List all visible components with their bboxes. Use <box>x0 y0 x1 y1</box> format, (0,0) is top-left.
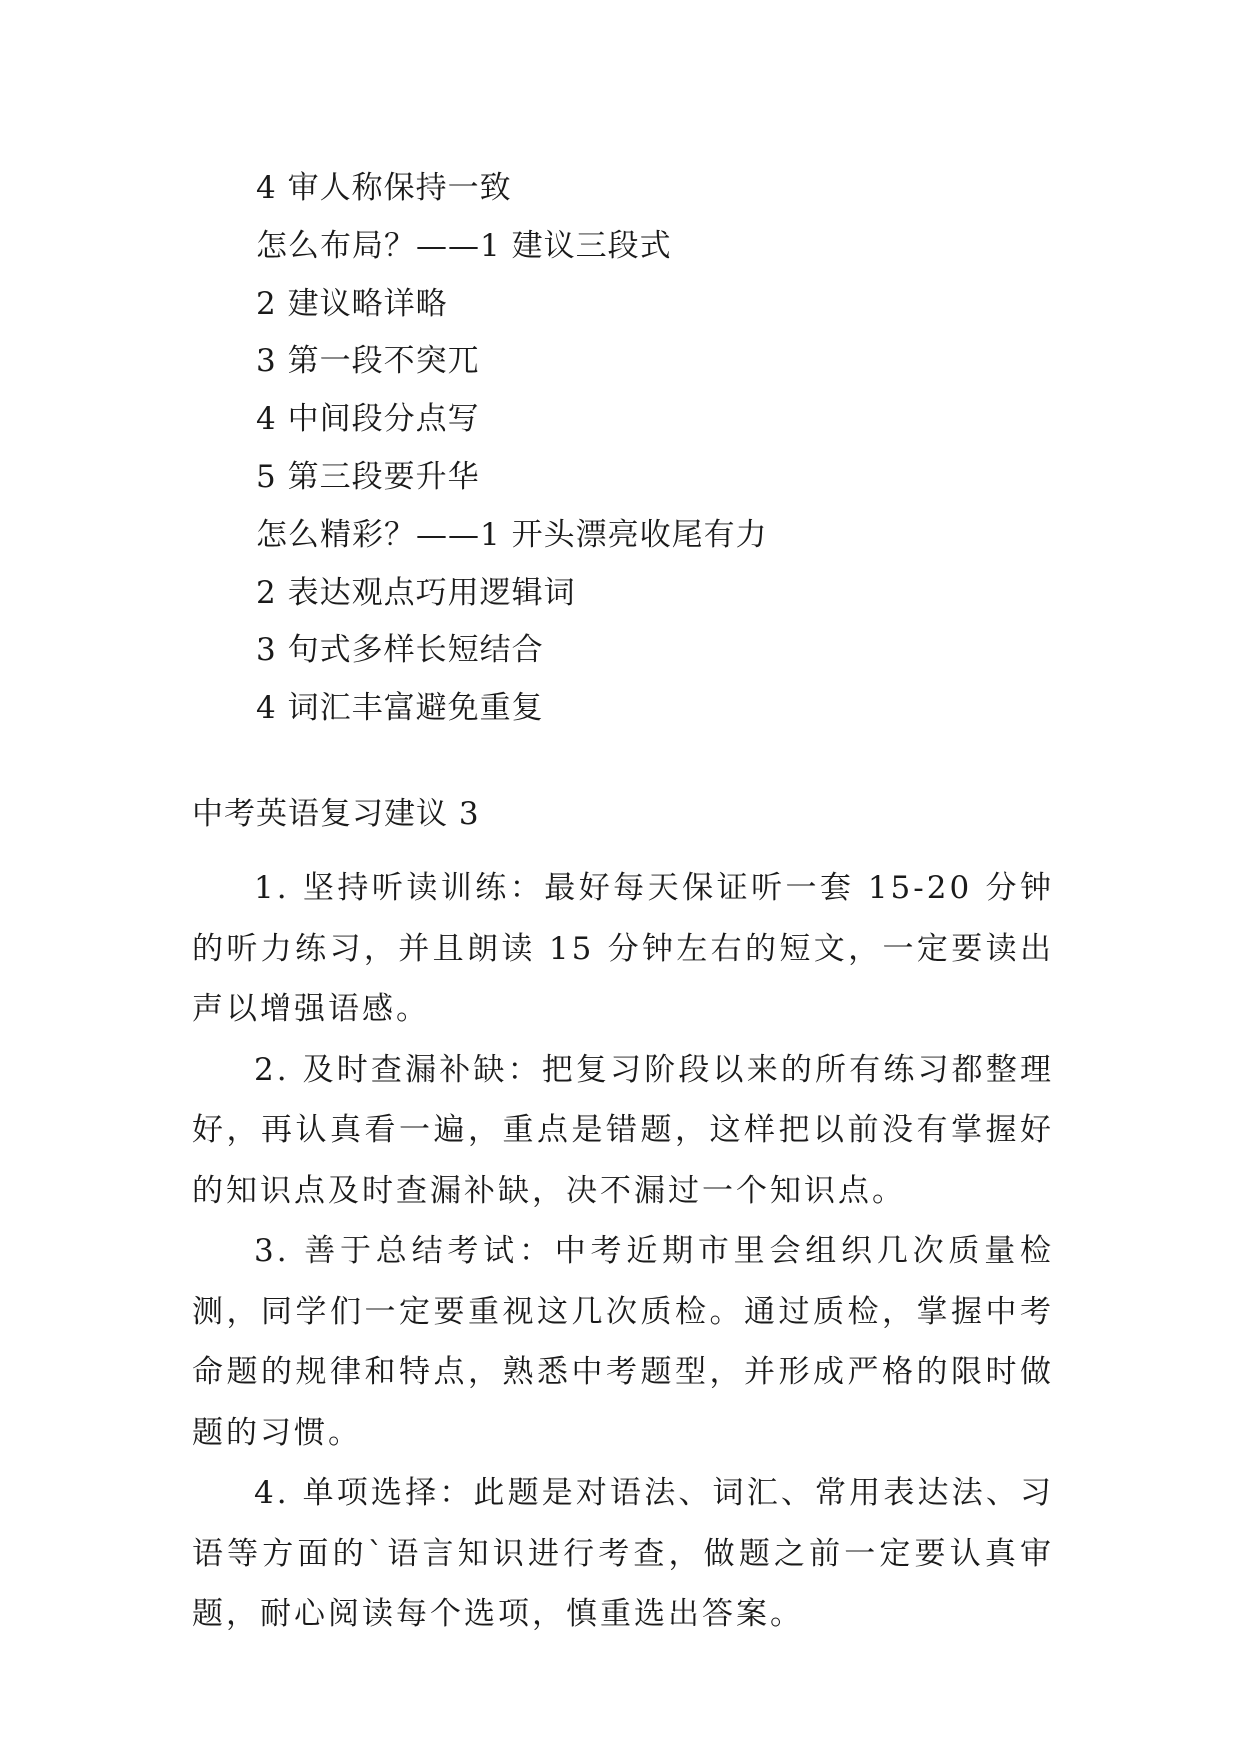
list-line: 2 建议略详略 <box>256 285 448 322</box>
section-title: 中考英语复习建议 3 <box>192 796 480 832</box>
list-line: 4 词汇丰富避免重复 <box>256 690 544 727</box>
list-line: 2 表达观点巧用逻辑词 <box>256 574 576 611</box>
paragraph: 3. 善于总结考试：中考近期市里会组织几次质量检测，同学们一定要重视这几次质检。通过质检，掌握中考命题的规律和特点，熟悉中考题型，并形成严格的限时做题的习惯。 <box>192 1233 1054 1451</box>
paragraph: 2. 及时查漏补缺：把复习阶段以来的所有练习都整理好，再认真看一遍，重点是错题，这样把以前没有掌握好的知识点及时查漏补缺，决不漏过一个知识点。 <box>192 1051 1054 1209</box>
list-line: 5 第三段要升华 <box>256 458 480 495</box>
list-line: 4 中间段分点写 <box>256 401 480 438</box>
list-line: 怎么布局？——1 建议三段式 <box>256 227 672 264</box>
list-line: 3 第一段不突兀 <box>256 343 480 380</box>
paragraph: 4. 单项选择：此题是对语法、词汇、常用表达法、习语等方面的`语言知识进行考查，做题之前一定要认真审题，耐心阅读每个选项，慎重选出答案。 <box>192 1475 1054 1632</box>
paragraph: 1. 坚持听读训练：最好每天保证听一套 15-20 分钟的听力练习，并且朗读 15 分钟左右的短文，一定要读出声以增强语感。 <box>192 870 1054 1027</box>
list-line: 4 审人称保持一致 <box>256 170 512 206</box>
writing-tips-list <box>256 160 1136 738</box>
list-line: 怎么精彩？——1 开头漂亮收尾有力 <box>256 516 768 553</box>
advice-paragraphs <box>192 858 1054 1645</box>
list-line: 3 句式多样长短结合 <box>256 632 544 669</box>
